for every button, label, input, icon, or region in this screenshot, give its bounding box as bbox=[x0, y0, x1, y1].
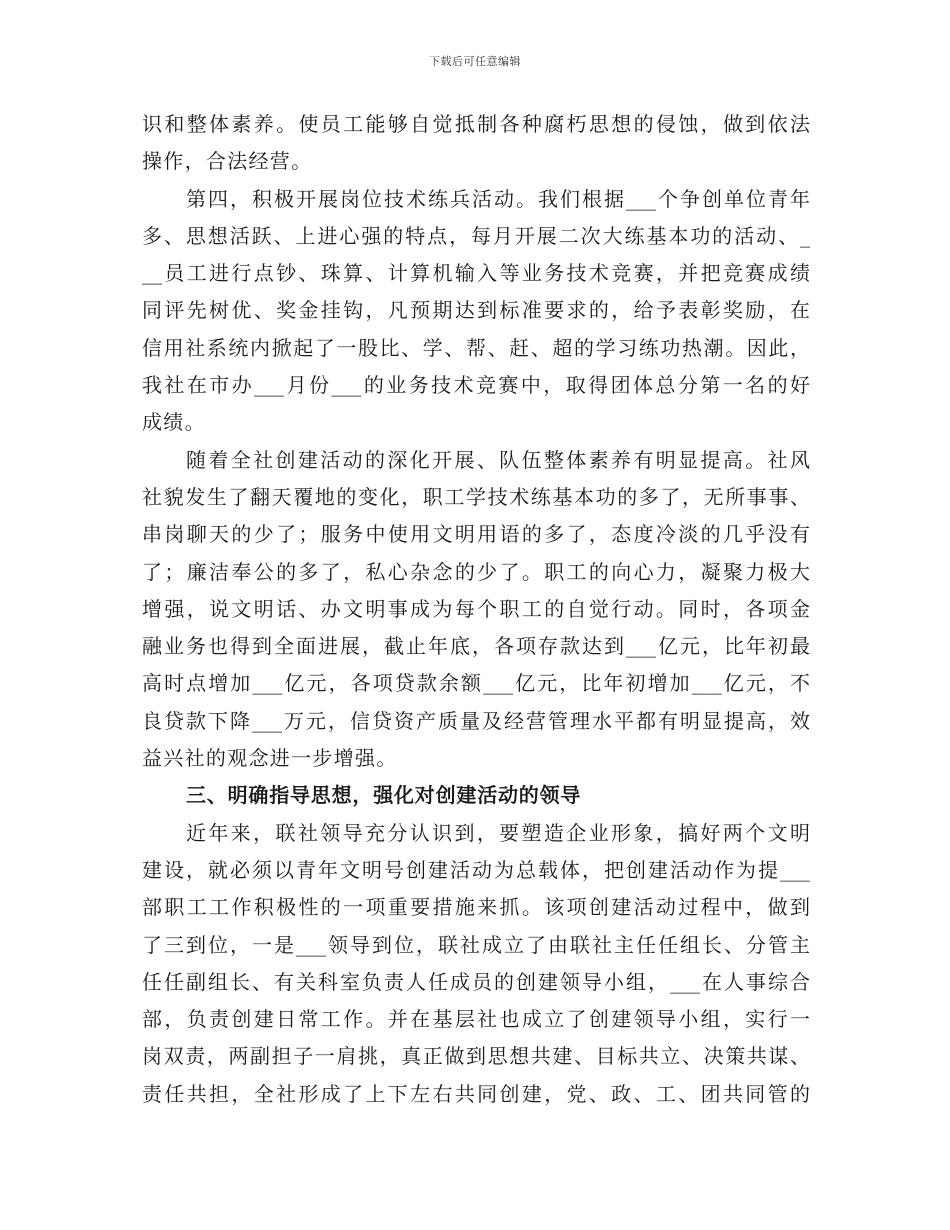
text-line: 良贷款下降___万元，信贷资产质量及经营管理水平都有明显提高，效 bbox=[142, 708, 810, 733]
text-line: 责任共担，全社形成了上下左右共同创建，党、政、工、团共同管的 bbox=[142, 1081, 810, 1106]
paragraph-first-line: 第四，积极开展岗位技术练兵活动。我们根据___个争创单位青年 bbox=[186, 186, 810, 211]
text-line: 高时点增加___亿元，各项贷款余额___亿元，比年初增加___亿元，不 bbox=[142, 671, 810, 696]
text-line: 社貌发生了翻天覆地的变化，职工学技术练基本功的多了，无所事事、 bbox=[142, 484, 810, 509]
text-line: 融业务也得到全面进展，截止年底，各项存款达到___亿元，比年初最 bbox=[142, 634, 810, 659]
text-line: 部职工工作积极性的一项重要措施来抓。该项创建活动过程中，做到 bbox=[142, 895, 810, 920]
text-line: 识和整体素养。使员工能够自觉抵制各种腐朽思想的侵蚀，做到依法 bbox=[142, 112, 810, 136]
paragraph-first-line: 随着全社创建活动的深化开展、队伍整体素养有明显提高。社风 bbox=[186, 447, 810, 472]
text-line: 信用社系统内掀起了一股比、学、帮、赶、超的学习练功热潮。因此， bbox=[142, 335, 810, 360]
text-line: 了三到位，一是___领导到位，联社成立了由联社主任任组长、分管主 bbox=[142, 932, 810, 957]
text-line: 操作，合法经营。 bbox=[142, 149, 313, 174]
paragraph-first-line: 近年来，联社领导充分认识到，要塑造企业形象，搞好两个文明 bbox=[186, 820, 810, 845]
text-line: 了；廉洁奉公的多了，私心杂念的少了。职工的向心力，凝聚力极大 bbox=[142, 559, 810, 584]
text-line: 我社在市办___月份___的业务技术竞赛中，取得团体总分第一名的好 bbox=[142, 373, 810, 398]
text-line: 成绩。 bbox=[142, 410, 206, 435]
section-heading: 三、明确指导思想，强化对创建活动的领导 bbox=[186, 783, 582, 808]
page-header: 下载后可任意编辑 bbox=[429, 55, 521, 68]
text-line: 同评先树优、奖金挂钩，凡预期达到标准要求的，给予表彰奖励，在 bbox=[142, 298, 810, 323]
text-line: 任任副组长、有关科室负责人任成员的创建领导小组，___在人事综合 bbox=[142, 969, 810, 994]
text-line: 岗双责，两副担子一肩挑，真正做到思想共建、目标共立、决策共谋、 bbox=[142, 1044, 810, 1069]
document-body bbox=[142, 106, 810, 1113]
text-line: 建设，就必须以青年文明号创建活动为总载体，把创建活动作为提___ bbox=[142, 857, 810, 882]
text-line: 部，负责创建日常工作。并在基层社也成立了创建领导小组，实行一 bbox=[142, 1007, 810, 1032]
text-line: 串岗聊天的少了；服务中使用文明用语的多了，态度冷淡的几乎没有 bbox=[142, 522, 810, 547]
text-line: 益兴社的观念进一步增强。 bbox=[142, 746, 398, 771]
text-line: 增强，说文明话、办文明事成为每个职工的自觉行动。同时，各项金 bbox=[142, 596, 810, 621]
text-line: __员工进行点钞、珠算、计算机输入等业务技术竞赛，并把竞赛成绩 bbox=[142, 261, 810, 286]
text-line: 多、思想活跃、上进心强的特点，每月开展二次大练基本功的活动、_ bbox=[142, 223, 810, 248]
